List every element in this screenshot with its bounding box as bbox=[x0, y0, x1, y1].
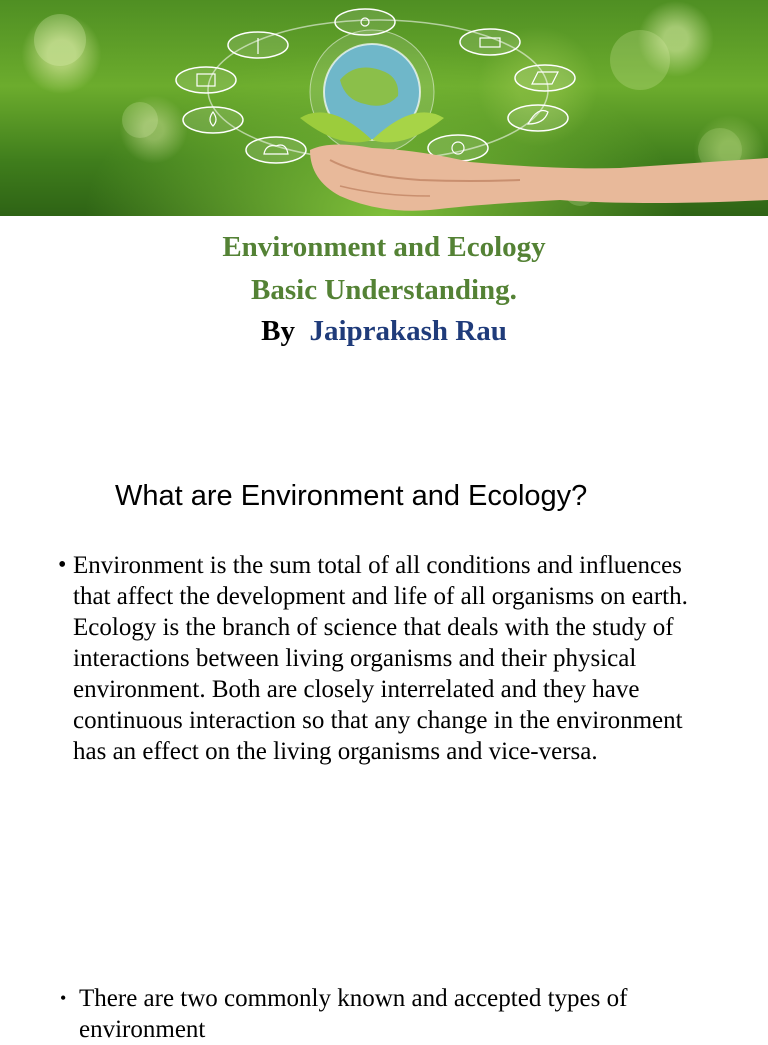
section-heading: What are Environment and Ecology? bbox=[115, 480, 588, 512]
bullet-item-1 bbox=[58, 550, 718, 767]
title-line-2: Basic Understanding. bbox=[251, 274, 517, 306]
leaf-icon bbox=[508, 105, 568, 131]
byline bbox=[0, 314, 768, 348]
bullet-marker: • bbox=[58, 552, 67, 578]
eco-globe-illustration bbox=[0, 0, 768, 216]
title-line-1: Environment and Ecology bbox=[222, 231, 546, 263]
bullet-text-1: Environment is the sum total of all conditions and influences that affect the development and life of all organisms on earth. Ecology is the branch of science that deals with the study of interactions between living organisms and their physical environment. Both are closely interrelated and they have continuous interaction so that any change in the environment has an effect on the living organisms and vice-versa. bbox=[73, 552, 688, 765]
wind-turbine-icon bbox=[228, 32, 288, 58]
hero-image bbox=[0, 0, 768, 216]
bullet-text-2: There are two commonly known and accepted types of environment bbox=[79, 985, 628, 1043]
solar-panel-icon bbox=[515, 65, 575, 91]
author-name: Jaiprakash Rau bbox=[309, 315, 507, 347]
cloud-icon bbox=[246, 137, 306, 163]
battery-icon bbox=[176, 67, 236, 93]
bullet-item-2 bbox=[58, 983, 718, 1045]
water-icon bbox=[183, 107, 243, 133]
factory-icon bbox=[460, 29, 520, 55]
bullet-marker: • bbox=[60, 988, 67, 1008]
by-label: By bbox=[261, 315, 295, 347]
